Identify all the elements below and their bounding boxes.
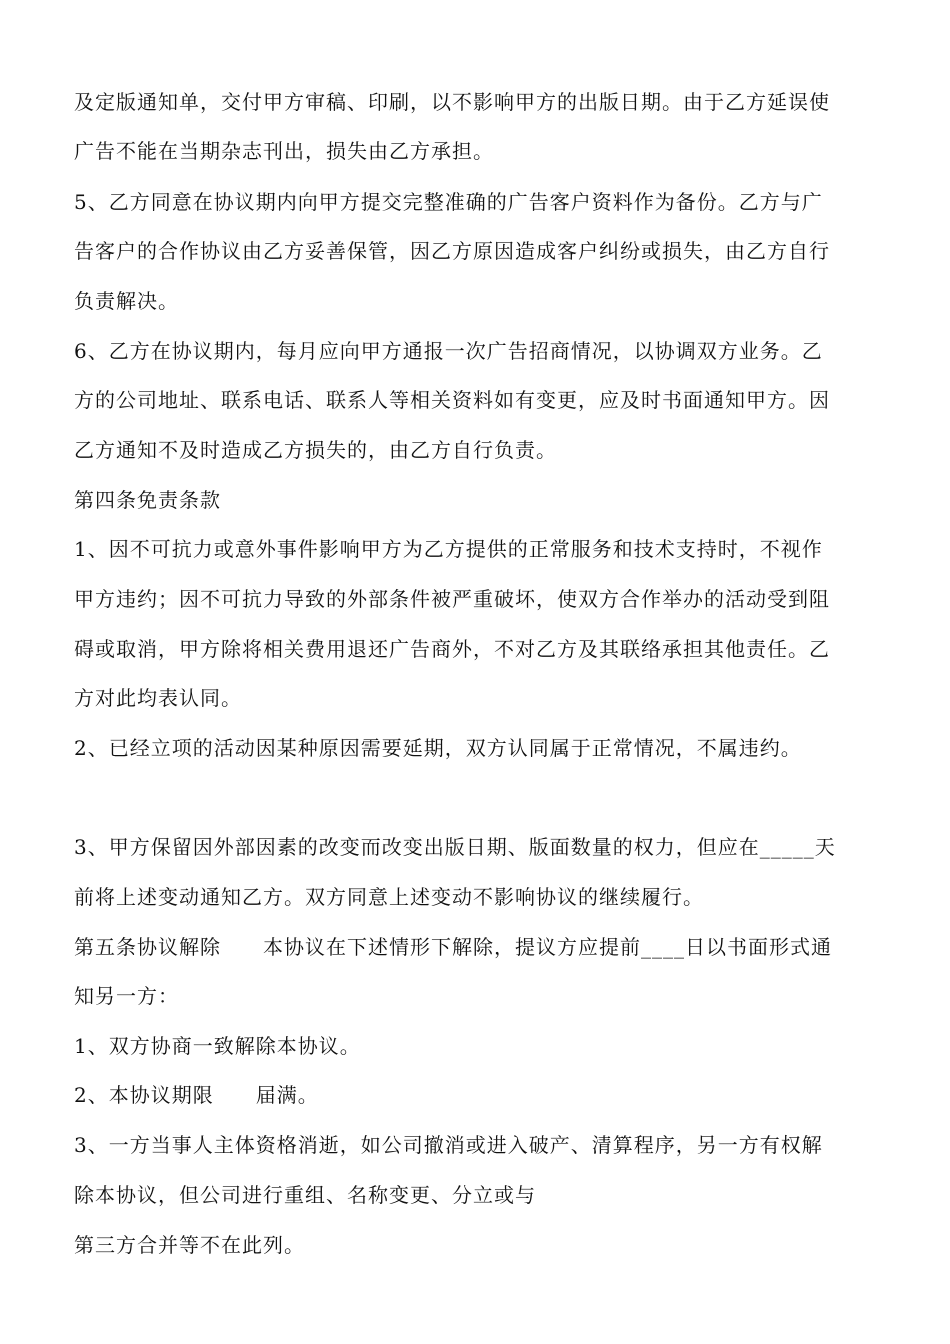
document-line: 乙方通知不及时造成乙方损失的，由乙方自行负责。 [74,438,557,462]
document-line: 3、一方当事人主体资格消逝，如公司撤消或进入破产、清算程序，另一方有权解 [74,1133,823,1157]
document-line: 告客户的合作协议由乙方妥善保管，因乙方原因造成客户纠纷或损失，由乙方自行 [74,239,830,263]
document-line: 负责解决。 [74,289,179,313]
document-line: 及定版通知单，交付甲方审稿、印刷，以不影响甲方的出版日期。由于乙方延误使 [74,90,830,114]
section-heading: 第五条协议解除 本协议在下述情形下解除，提议方应提前____日以书面形式通 [74,935,832,959]
document-line: 前将上述变动通知乙方。双方同意上述变动不影响协议的继续履行。 [74,885,704,909]
document-line: 2、本协议期限 届满。 [74,1083,319,1107]
document-line: 6、乙方在协议期内，每月应向甲方通报一次广告招商情况，以协调双方业务。乙 [74,339,823,363]
document-line: 除本协议，但公司进行重组、名称变更、分立或与 [74,1183,536,1207]
document-line: 5、乙方同意在协议期内向甲方提交完整准确的广告客户资料作为备份。乙方与广 [74,190,823,214]
document-line: 2、已经立项的活动因某种原因需要延期，双方认同属于正常情况，不属违约。 [74,736,802,760]
document-line: 方的公司地址、联系电话、联系人等相关资料如有变更，应及时书面通知甲方。因 [74,388,830,412]
document-line: 3、甲方保留因外部因素的改变而改变出版日期、版面数量的权力，但应在_____天 [74,835,836,859]
document-line: 第三方合并等不在此列。 [74,1233,305,1257]
document-line: 方对此均表认同。 [74,686,242,710]
document-line: 甲方违约；因不可抗力导致的外部条件被严重破坏，使双方合作举办的活动受到阻 [74,587,830,611]
document-line: 知另一方： [74,984,179,1008]
document-line: 碍或取消，甲方除将相关费用退还广告商外，不对乙方及其联络承担其他责任。乙 [74,637,830,661]
section-heading: 第四条免责条款 [74,488,221,512]
document-line: 1、因不可抗力或意外事件影响甲方为乙方提供的正常服务和技术支持时，不视作 [74,537,823,561]
document-line: 广告不能在当期杂志刊出，损失由乙方承担。 [74,139,494,163]
document-line: 1、双方协商一致解除本协议。 [74,1034,361,1058]
